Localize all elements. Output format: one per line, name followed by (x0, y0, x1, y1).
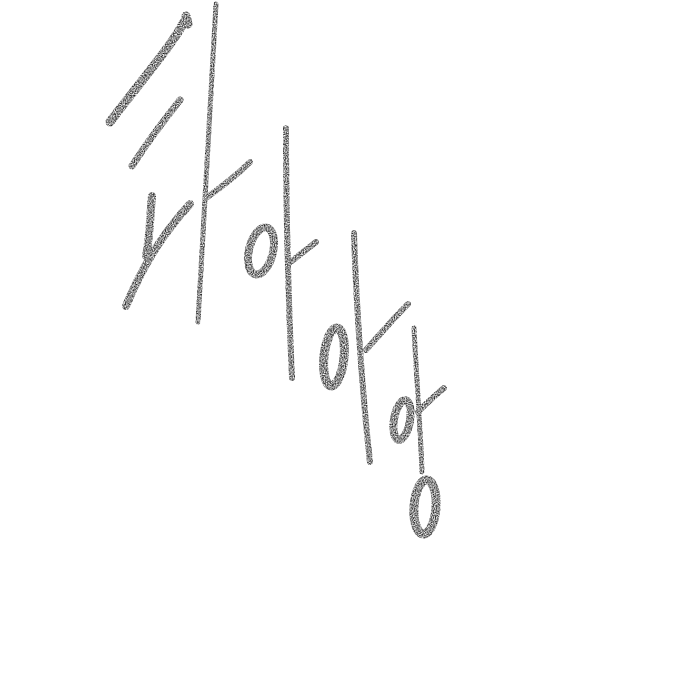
ink-strokes (110, 4, 444, 535)
a1-vertical (286, 128, 292, 378)
ang-branch (418, 388, 444, 412)
a1-circle (244, 225, 279, 277)
ang-bottom-circle (412, 479, 438, 534)
ang-circle (391, 399, 414, 441)
a1-branch (288, 242, 316, 264)
kwa-a-vertical (198, 4, 216, 322)
syllable-a-1 (244, 128, 316, 378)
syllable-ang (391, 328, 444, 535)
kwa-o-stem (146, 196, 152, 256)
a2-circle (321, 327, 347, 387)
a2-branch (366, 304, 408, 350)
kwa-k-diagonal (132, 100, 180, 166)
syllable-kwa (110, 4, 250, 322)
ang-vertical (414, 328, 422, 472)
kwa-a-branch (206, 162, 250, 198)
kwa-o-base (126, 204, 190, 306)
